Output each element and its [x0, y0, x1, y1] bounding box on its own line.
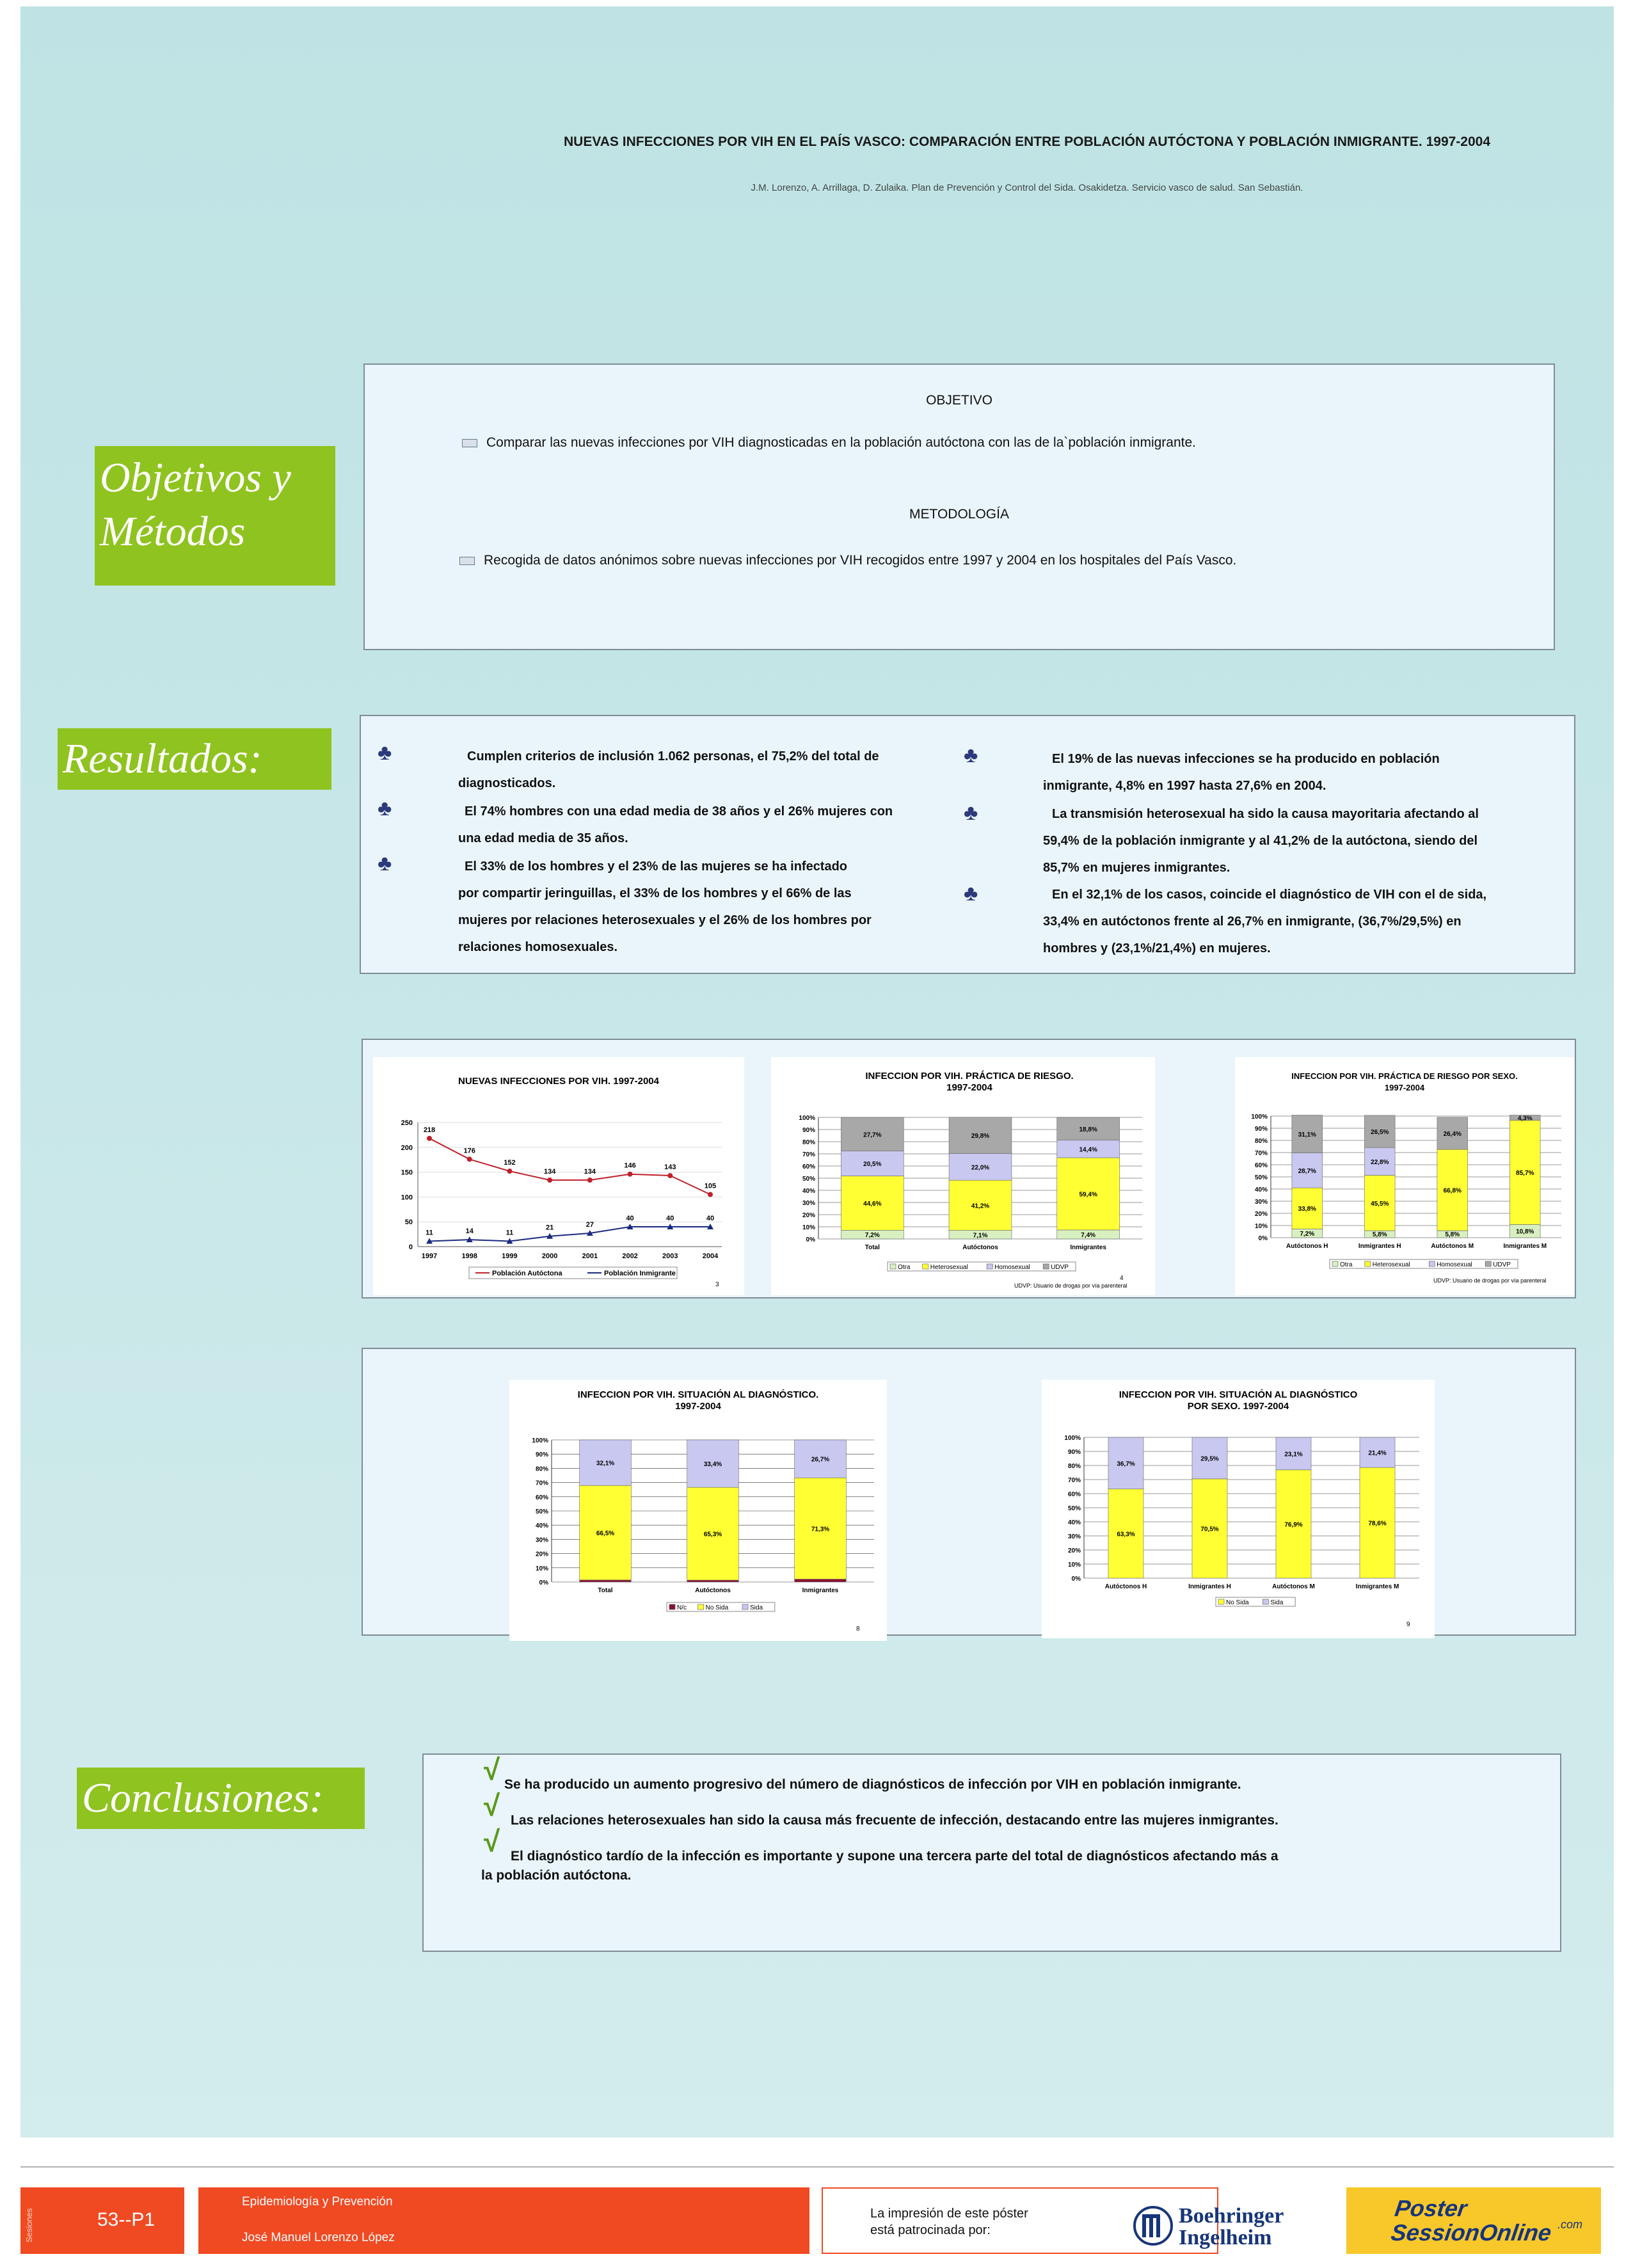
y-tick-label: 50% [1067, 1505, 1081, 1512]
x-tick-label: Autóctonos [695, 1587, 731, 1594]
data-label: 11 [506, 1229, 514, 1237]
poster-title: NUEVAS INFECCIONES POR VIH EN EL PAÍS VASCO: COMPARACIÓN ENTRE POBLACIÓN AUTÓCTONA Y POBLACIÓN INMIGRANTE. 1997-2004 [563, 134, 1491, 149]
y-tick-label: 60% [802, 1163, 815, 1170]
page-number: 3 [715, 1281, 719, 1288]
metodologia-text: Recogida de datos anónimos sobre nuevas infecciones por VIH recogidos entre 1997 y 2004 en los hospitales del País Vasco. [484, 553, 1237, 568]
conclusion-1: Se ha producido un aumento progresivo del número de diagnósticos de infección por VIH en población inmigrante. [504, 1777, 1241, 1792]
text-line: 59,4% de la población inmigrante y al 41,2% de la autóctona, siendo del [1043, 834, 1478, 848]
brand-suffix: .com [1557, 2218, 1583, 2231]
data-label: 4,3% [1517, 1115, 1533, 1122]
brand-line1: Poster [1393, 2195, 1469, 2221]
data-label: 85,7% [1516, 1170, 1534, 1178]
data-label: 32,1% [596, 1460, 615, 1467]
data-label: 33,4% [703, 1461, 722, 1469]
legend-label: Heterosexual [930, 1264, 968, 1271]
bullet-box-icon [459, 557, 475, 565]
text-line: diagnosticados. [458, 776, 556, 790]
y-tick-label: 90% [1067, 1449, 1081, 1456]
text-line: Cumplen criterios de inclusión 1.062 personas, el 75,2% del total de [467, 749, 879, 763]
text-line: hombres y (23,1%/21,4%) en mujeres. [1043, 941, 1271, 955]
data-label: 31,1% [1298, 1131, 1316, 1139]
footer-brand-block [1346, 2187, 1601, 2254]
y-tick-label: 50 [404, 1218, 413, 1227]
club-bullet-icon: ♣ [378, 796, 392, 820]
conclusion-2: Las relaciones heterosexuales han sido la causa más frecuente de infección, destacando entre las mujeres inmigrantes. [511, 1813, 1279, 1828]
club-bullet-icon: ♣ [964, 743, 978, 767]
data-label: 40 [626, 1214, 634, 1222]
data-label: 134 [584, 1168, 596, 1176]
data-label: 29,8% [971, 1133, 990, 1140]
y-tick-label: 50% [1254, 1174, 1268, 1181]
data-label: 76,9% [1284, 1521, 1303, 1529]
bar-segment [795, 1579, 847, 1582]
text-line: El 19% de las nuevas infecciones se ha producido en población [1052, 752, 1440, 766]
y-tick-label: 100% [532, 1437, 548, 1444]
data-label: 36,7% [1117, 1460, 1135, 1468]
resultados-panel [360, 715, 1575, 974]
x-tick-label: Inmigrantes M [1503, 1243, 1547, 1250]
data-label: 22,8% [1371, 1158, 1389, 1166]
legend-swatch [669, 1604, 675, 1609]
data-label: 26,7% [811, 1456, 830, 1464]
x-tick-label: Autóctonos H [1286, 1243, 1328, 1250]
data-label: 66,5% [596, 1530, 615, 1538]
conclusion-3-cont: la población autóctona. [481, 1868, 632, 1883]
chart-situacion-diagnostico-sexo [1042, 1380, 1435, 1638]
resultados-right-1 [1043, 746, 1568, 799]
y-tick-label: 0% [806, 1236, 815, 1243]
sponsor-name-line1: Boehringer [1179, 2204, 1284, 2228]
footer-info-block [198, 2187, 809, 2254]
data-label: 45,5% [1371, 1200, 1389, 1208]
footer-author: José Manuel Lorenzo López [242, 2231, 395, 2244]
y-tick-label: 70% [1254, 1150, 1268, 1157]
data-label: 176 [463, 1147, 475, 1155]
objetivos-label-line2: Métodos [100, 508, 246, 555]
footer-code-block [20, 2187, 184, 2254]
y-tick-label: 40% [535, 1522, 548, 1530]
x-tick-label: 2003 [662, 1252, 678, 1260]
stacked-bar-chart-svg [509, 1380, 887, 1641]
data-point [467, 1156, 472, 1162]
data-point [507, 1169, 512, 1174]
legend-swatch [1429, 1261, 1435, 1266]
y-tick-label: 100% [1251, 1114, 1268, 1121]
legend-swatch [1485, 1261, 1491, 1266]
stacked-bar-chart-svg [1235, 1057, 1574, 1295]
x-tick-label: Inmigrantes [1070, 1244, 1107, 1251]
sponsor-line2: está patrocinada por: [870, 2223, 991, 2237]
x-tick-label: Autóctonos M [1272, 1583, 1315, 1590]
text-line: inmigrante, 4,8% en 1997 hasta 27,6% en 2004. [1043, 779, 1326, 793]
y-tick-label: 90% [535, 1451, 548, 1459]
footer-divider [20, 2166, 1614, 2168]
boehringer-logo-icon [1133, 2205, 1174, 2246]
data-label: 218 [423, 1126, 436, 1134]
data-label: 14 [465, 1227, 474, 1236]
legend-swatch [1365, 1261, 1371, 1266]
data-label: 14,4% [1079, 1146, 1097, 1154]
y-tick-label: 70% [1067, 1477, 1081, 1484]
club-bullet-icon: ♣ [964, 801, 978, 825]
data-label: 7,2% [1300, 1231, 1315, 1238]
chart-subtitle: POR SEXO. 1997-2004 [1187, 1401, 1289, 1412]
y-tick-label: 80% [535, 1465, 548, 1473]
legend-swatch [742, 1604, 748, 1609]
data-label: 22,0% [971, 1164, 990, 1172]
data-point [628, 1172, 633, 1177]
objetivo-text: Comparar las nuevas infecciones por VIH diagnosticadas en la población autóctona con las de la`población inmigrante. [486, 435, 1197, 450]
data-point [547, 1178, 552, 1183]
data-label: 5,8% [1445, 1231, 1460, 1238]
x-tick-label: Inmigrantes H [1358, 1243, 1401, 1250]
legend-label: No Sida [1226, 1599, 1249, 1606]
data-label: 11 [426, 1229, 433, 1237]
y-tick-label: 0% [1071, 1576, 1081, 1583]
x-tick-label: Autóctonos M [1431, 1243, 1474, 1250]
y-tick-label: 40% [802, 1188, 815, 1195]
metodologia-heading: METODOLOGÍA [909, 507, 1009, 522]
y-tick-label: 200 [401, 1144, 413, 1152]
chart-title: INFECCION POR VIH. SITUACIÓN AL DIAGNÓSTICO. [577, 1389, 819, 1400]
chart-subtitle: 1997-2004 [1384, 1083, 1425, 1092]
y-tick-label: 30% [802, 1200, 815, 1207]
text-line: una edad media de 35 años. [458, 831, 628, 845]
chart-title: INFECCION POR VIH. PRÁCTICA DE RIESGO. [865, 1071, 1074, 1082]
y-tick-label: 100% [799, 1115, 815, 1122]
data-label: 7,2% [864, 1232, 880, 1240]
y-tick-label: 10% [1254, 1223, 1268, 1230]
y-tick-label: 20% [802, 1212, 815, 1219]
data-label: 152 [504, 1159, 516, 1167]
legend-label: Otra [898, 1264, 911, 1271]
resultados-right-2 [1043, 801, 1568, 881]
legend-swatch [1332, 1261, 1338, 1266]
y-tick-label: 0 [408, 1243, 413, 1251]
section-label-conclusiones: Conclusiones: [77, 1768, 365, 1829]
legend-label: Homosexual [1437, 1261, 1472, 1268]
bullet-box-icon [462, 439, 477, 447]
y-tick-label: 250 [401, 1119, 413, 1127]
data-label: 105 [704, 1182, 717, 1190]
legend-label: Población Inmigrante [604, 1270, 676, 1277]
legend-label: Población Autóctona [492, 1270, 562, 1277]
y-tick-label: 50% [802, 1176, 815, 1183]
data-label: 71,3% [811, 1526, 830, 1533]
chart-practica-riesgo-sexo [1235, 1057, 1574, 1295]
text-line: El 74% hombres con una edad media de 38 años y el 26% mujeres con [465, 804, 893, 819]
data-label: 21,4% [1368, 1449, 1387, 1457]
sponsor-line1: La impresión de este póster [870, 2207, 1028, 2221]
check-mark-icon: √ [484, 1825, 500, 1858]
data-label: 26,5% [1371, 1129, 1389, 1137]
data-label: 5,8% [1372, 1231, 1387, 1238]
resultados-left-1 [458, 743, 970, 797]
x-tick-label: 2000 [541, 1252, 558, 1260]
y-tick-label: 10% [1067, 1561, 1081, 1569]
metodologia-item [459, 553, 1236, 568]
x-tick-label: 2004 [702, 1252, 719, 1260]
data-label: 146 [624, 1162, 636, 1170]
data-label: 59,4% [1079, 1191, 1097, 1199]
x-tick-label: Autóctonos H [1104, 1583, 1147, 1590]
data-label: 134 [543, 1168, 556, 1176]
data-label: 26,4% [1443, 1130, 1462, 1138]
chart-title: INFECCION POR VIH. PRÁCTICA DE RIESGO POR SEXO. [1291, 1071, 1518, 1081]
objetivo-item [462, 435, 1196, 451]
chart-line-infecciones [373, 1057, 744, 1295]
page-number: 8 [856, 1625, 860, 1633]
sponsor-name [1179, 2205, 1284, 2249]
x-tick-label: 1997 [421, 1252, 438, 1260]
x-tick-label: 2001 [582, 1252, 598, 1260]
chart-subtitle: 1997-2004 [675, 1401, 721, 1412]
y-tick-label: 40% [1254, 1186, 1268, 1194]
chart-title: INFECCION POR VIH. SITUACIÓN AL DIAGNÓSTICO [1119, 1389, 1358, 1400]
y-tick-label: 100% [1064, 1435, 1081, 1442]
section-label-objetivos [95, 446, 335, 586]
club-bullet-icon: ♣ [378, 740, 392, 765]
data-label: 18,8% [1079, 1126, 1097, 1133]
resultados-right-3 [1043, 881, 1568, 962]
y-tick-label: 50% [535, 1508, 548, 1515]
y-tick-label: 150 [401, 1169, 413, 1177]
legend-label: UDVP [1051, 1264, 1069, 1271]
text-line: relaciones homosexuales. [458, 940, 618, 954]
data-label: 63,3% [1117, 1531, 1135, 1538]
y-tick-label: 100 [401, 1194, 413, 1202]
resultados-left-3 [458, 853, 970, 961]
y-tick-label: 80% [1254, 1138, 1268, 1145]
footer-area: Epidemiología y Prevención [242, 2195, 393, 2208]
data-point [427, 1136, 432, 1141]
legend-label: Sida [750, 1604, 763, 1611]
x-tick-label: Inmigrantes [802, 1587, 839, 1594]
text-line: La transmisión heterosexual ha sido la causa mayoritaria afectando al [1052, 807, 1479, 821]
data-label: 29,5% [1200, 1455, 1219, 1463]
chart-subtitle: 1997-2004 [946, 1082, 992, 1093]
check-mark-icon: √ [484, 1789, 500, 1822]
legend-label: UDVP [1493, 1261, 1511, 1268]
y-tick-label: 10% [535, 1565, 548, 1572]
y-tick-label: 70% [535, 1480, 548, 1487]
legend-label: Homosexual [994, 1264, 1030, 1271]
data-label: 10,8% [1516, 1228, 1534, 1236]
club-bullet-icon: ♣ [378, 851, 392, 875]
legend-swatch [1263, 1599, 1268, 1604]
y-tick-label: 20% [535, 1551, 548, 1558]
data-point [708, 1192, 713, 1197]
y-tick-label: 20% [1254, 1211, 1268, 1218]
poster-authors: J.M. Lorenzo, A. Arrillaga, D. Zulaika. Plan de Prevención y Control del Sida. Osakidetza. Servicio vasco de salud. San Sebastián. [751, 182, 1303, 193]
x-tick-label: 1998 [461, 1252, 477, 1260]
text-line: El 33% de los hombres y el 23% de las mujeres se ha infectado [465, 859, 848, 874]
bar-segment [580, 1580, 632, 1582]
conclusion-3: El diagnóstico tardío de la infección es importante y supone una tercera parte del total de diagnósticos afectando más a [511, 1849, 1279, 1864]
bar-segment [687, 1580, 739, 1582]
sponsor-name-line2: Ingelheim [1179, 2226, 1272, 2249]
legend-label: No Sida [705, 1604, 729, 1611]
chart-practica-riesgo [771, 1057, 1155, 1295]
y-tick-label: 30% [535, 1537, 548, 1544]
data-label: 27 [585, 1221, 594, 1229]
y-tick-label: 0% [539, 1579, 548, 1586]
text-line: mujeres por relaciones heterosexuales y el 26% de los hombres por [458, 913, 872, 927]
section-label-resultados: Resultados: [58, 728, 331, 790]
data-label: 23,1% [1284, 1451, 1303, 1458]
x-tick-label: Total [864, 1244, 880, 1251]
y-tick-label: 80% [1067, 1463, 1081, 1470]
stacked-bar-chart-svg [1042, 1380, 1435, 1638]
objetivos-label-line1: Objetivos y [100, 454, 291, 501]
legend-swatch [923, 1264, 928, 1269]
chart-situacion-diagnostico [509, 1380, 887, 1641]
x-tick-label: Inmigrantes H [1188, 1583, 1231, 1590]
data-label: 70,5% [1200, 1526, 1219, 1533]
legend-label: Otra [1340, 1261, 1353, 1268]
data-label: 66,8% [1443, 1187, 1462, 1195]
objetivo-heading: OBJETIVO [926, 393, 992, 408]
x-tick-label: 1999 [502, 1252, 518, 1260]
text-line: por compartir jeringuillas, el 33% de los hombres y el 66% de las [458, 886, 852, 900]
data-label: 20,5% [863, 1161, 882, 1169]
x-tick-label: Total [598, 1587, 613, 1594]
data-point [587, 1178, 593, 1183]
data-point [667, 1173, 673, 1178]
sponsor-text [870, 2205, 1028, 2239]
data-label: 78,6% [1368, 1520, 1387, 1528]
data-label: 40 [666, 1214, 674, 1222]
y-tick-label: 90% [802, 1127, 815, 1134]
chart-note: UDVP: Usuario de drogas por vía parenteral [1433, 1277, 1547, 1284]
y-tick-label: 60% [535, 1494, 548, 1501]
y-tick-label: 40% [1067, 1519, 1081, 1526]
data-label: 21 [546, 1224, 554, 1232]
stacked-bar-chart-svg [771, 1057, 1155, 1295]
club-bullet-icon: ♣ [964, 881, 978, 906]
legend-label: Sida [1270, 1599, 1284, 1606]
text-line: En el 32,1% de los casos, coincide el diagnóstico de VIH con el de sida, [1052, 888, 1487, 902]
y-tick-label: 20% [1067, 1547, 1081, 1554]
conclusiones-panel [422, 1753, 1561, 1952]
check-mark-icon: √ [484, 1753, 500, 1786]
y-tick-label: 10% [802, 1224, 815, 1231]
legend-swatch [698, 1604, 704, 1609]
x-tick-label: Inmigrantes M [1355, 1583, 1399, 1590]
page-number: 4 [1120, 1275, 1124, 1282]
brand-line2: SessionOnline [1389, 2219, 1554, 2246]
data-label: 40 [706, 1214, 715, 1222]
objetivos-panel [363, 363, 1555, 650]
data-label: 28,7% [1298, 1167, 1316, 1175]
footer-code: 53--P1 [97, 2209, 155, 2230]
y-tick-label: 30% [1067, 1533, 1081, 1540]
data-label: 44,6% [863, 1200, 882, 1208]
x-tick-label: Autóctonos [962, 1244, 998, 1251]
data-label: 33,8% [1298, 1206, 1316, 1213]
data-label: 27,7% [863, 1131, 882, 1139]
legend-swatch [890, 1264, 896, 1269]
legend-swatch [1043, 1264, 1049, 1269]
y-tick-label: 80% [802, 1139, 815, 1146]
legend-label: N/c [677, 1604, 687, 1611]
data-label: 7,4% [1081, 1231, 1096, 1239]
data-label: 65,3% [703, 1531, 722, 1538]
legend-swatch [987, 1264, 992, 1269]
footer-side-text: Sesiones [24, 2208, 34, 2242]
legend-label: Heterosexual [1372, 1261, 1410, 1268]
data-label: 7,1% [973, 1232, 988, 1240]
data-label: 143 [664, 1163, 676, 1172]
y-tick-label: 60% [1254, 1162, 1268, 1169]
chart-note: UDVP: Usuario de drogas por vía parenteral [1014, 1282, 1127, 1289]
x-tick-label: 2002 [622, 1252, 638, 1260]
y-tick-label: 90% [1254, 1126, 1268, 1133]
text-line: 85,7% en mujeres inmigrantes. [1043, 861, 1231, 875]
y-tick-label: 70% [802, 1151, 815, 1158]
text-line: 33,4% en autóctonos frente al 26,7% en inmigrante, (36,7%/29,5%) en [1043, 914, 1462, 929]
line-chart-svg [373, 1057, 744, 1295]
resultados-left-2 [458, 798, 970, 852]
page-number: 9 [1406, 1621, 1410, 1628]
y-tick-label: 0% [1258, 1235, 1268, 1242]
data-label: 41,2% [971, 1202, 990, 1210]
y-tick-label: 60% [1067, 1491, 1081, 1498]
footer-sponsor-block [822, 2187, 1284, 2254]
chart-title: NUEVAS INFECCIONES POR VIH. 1997-2004 [458, 1076, 659, 1087]
legend-swatch [1218, 1599, 1224, 1604]
y-tick-label: 30% [1254, 1199, 1268, 1206]
